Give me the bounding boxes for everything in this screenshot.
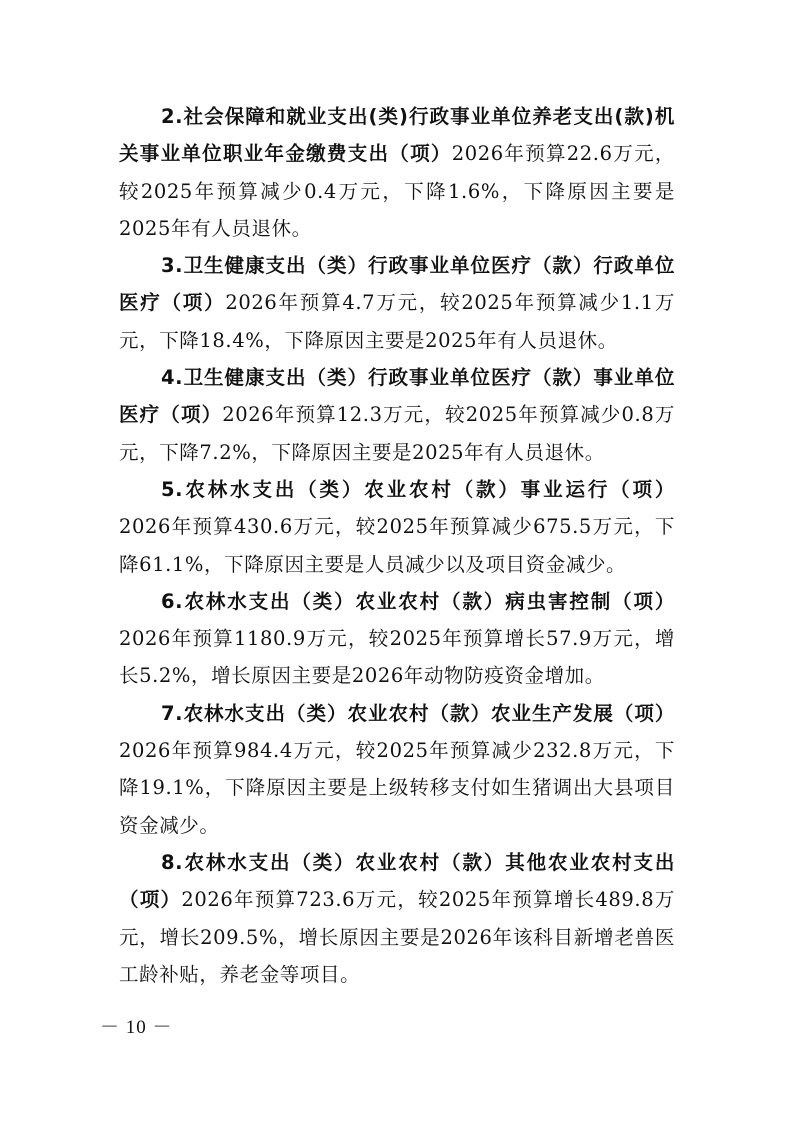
item-text: 2026年预算4.7万元，较2025年预算减少1.1万元，下降18.4%，下降原因主要是2025年有人员退休。 bbox=[119, 291, 675, 352]
paragraph-item-5 bbox=[119, 471, 675, 583]
paragraph-item-2 bbox=[119, 98, 675, 247]
item-heading: 5.农林水支出（类）农业农村（款）事业运行（项） bbox=[161, 477, 675, 501]
document-body bbox=[119, 98, 675, 993]
paragraph-item-6 bbox=[119, 583, 675, 695]
item-heading: 8.农林水支出（类）农业农村（款）其他农业农村支出（项） bbox=[119, 850, 675, 912]
item-text: 2026年预算430.6万元，较2025年预算减少675.5万元，下降61.1%，下降原因主要是人员减少以及项目资金减少。 bbox=[119, 515, 675, 576]
item-heading: 7.农林水支出（类）农业农村（款）农业生产发展（项） bbox=[161, 701, 675, 725]
item-heading: 4.卫生健康支出（类）行政事业单位医疗（款）事业单位医疗（项） bbox=[119, 366, 675, 427]
paragraph-item-4 bbox=[119, 359, 675, 471]
item-text: 2026年预算984.4万元，较2025年预算减少232.8万元，下降19.1%，下降原因主要是上级转移支付如生猪调出大县项目资金减少。 bbox=[119, 739, 675, 837]
page-number: － 10 － bbox=[100, 1017, 173, 1038]
paragraph-item-8 bbox=[119, 844, 675, 993]
paragraph-item-7 bbox=[119, 695, 675, 844]
item-heading: 2.社会保障和就业支出(类)行政事业单位养老支出(款)机关事业单位职业年金缴费支出（项） bbox=[119, 105, 675, 166]
paragraph-item-3 bbox=[119, 247, 675, 359]
item-text: 2026年预算1180.9万元，较2025年预算增长57.9万元，增长5.2%，增长原因主要是2026年动物防疫资金增加。 bbox=[119, 627, 675, 688]
item-heading: 3.卫生健康支出（类）行政事业单位医疗（款）行政单位医疗（项） bbox=[119, 254, 675, 315]
item-text: 2026年预算22.6万元，较2025年预算减少0.4万元，下降1.6%，下降原因主要是2025年有人员退休。 bbox=[119, 142, 675, 240]
item-text: 2026年预算723.6万元，较2025年预算增长489.8万元，增长209.5%，增长原因主要是2026年该科目新增老兽医工龄补贴，养老金等项目。 bbox=[119, 888, 675, 986]
item-heading: 6.农林水支出（类）农业农村（款）病虫害控制（项） bbox=[161, 589, 675, 613]
item-text: 2026年预算12.3万元，较2025年预算减少0.8万元，下降7.2%，下降原因主要是2025年有人员退休。 bbox=[119, 403, 675, 464]
